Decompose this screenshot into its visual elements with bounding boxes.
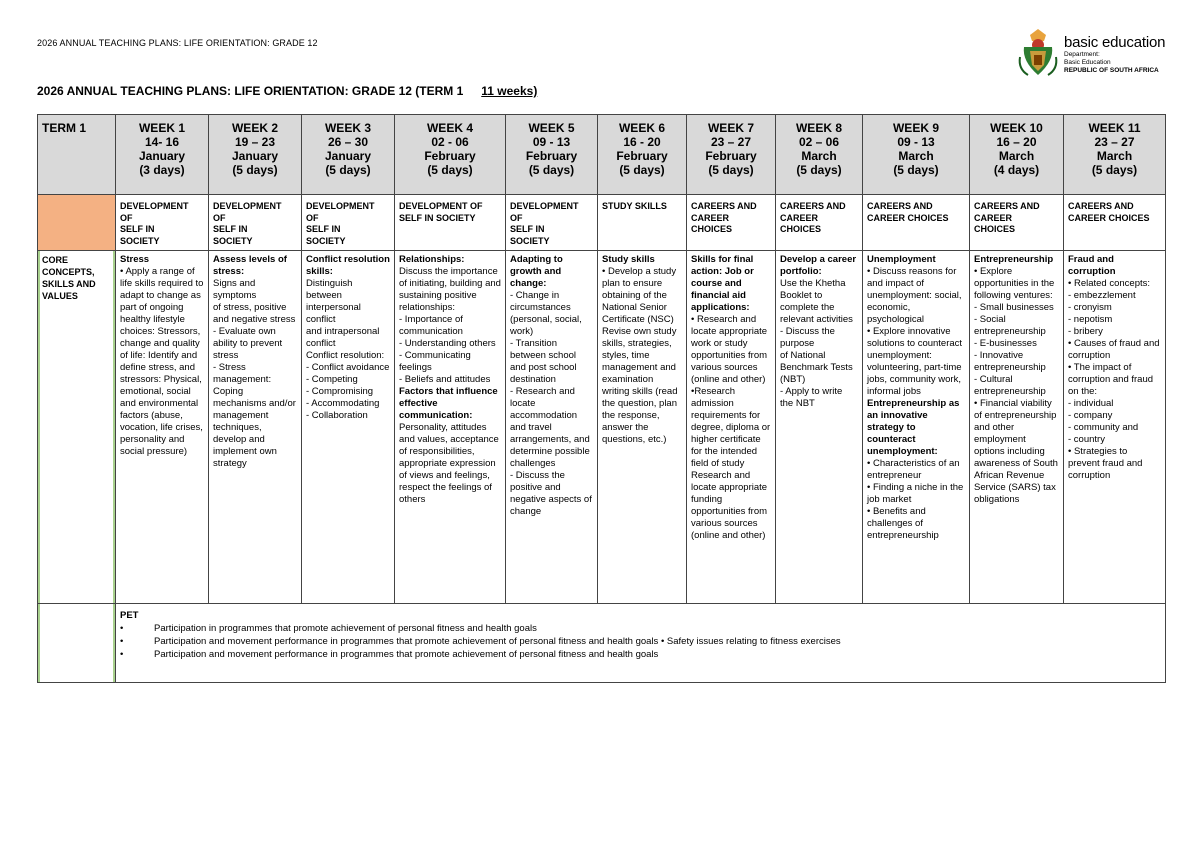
content-cell — [116, 251, 209, 604]
content-text: - Communicating feelings — [399, 350, 471, 373]
content-cell — [970, 251, 1064, 604]
pet-item-text: Participation and movement performance in programmes that promote achievement of personal fitness and health goals — [154, 649, 659, 660]
content-text: - Competing — [306, 374, 358, 385]
topic-line: CAREERS AND — [780, 201, 846, 211]
week-header — [506, 115, 598, 195]
pet-item — [120, 635, 1161, 648]
week-header — [116, 115, 209, 195]
pet-item-text: Participation and movement performance in programmes that promote achievement of personal fitness and health goals • Safety issues relating to fitness exercises — [154, 636, 841, 647]
content-text: •Research admission requirements for degree, diploma or higher certificate for the intended field of study — [691, 386, 771, 469]
content-text: Distinguish between interpersonal conflict — [306, 278, 361, 325]
topic-line: CHOICES — [974, 224, 1016, 234]
week-month: February — [705, 149, 757, 163]
content-cell — [209, 251, 302, 604]
week-week: WEEK 11 — [1088, 121, 1141, 135]
topics-row — [38, 195, 1166, 251]
week-dates: 16 - 20 — [623, 135, 661, 149]
content-cell — [776, 251, 863, 604]
topic-line: SOCIETY — [306, 235, 346, 246]
topic-line: CAREERS AND — [691, 201, 757, 211]
content-heading: Relationships: — [399, 254, 465, 265]
content-text: Use the Khetha Booklet to complete the relevant activities — [780, 278, 853, 325]
week-dates: 14- 16 — [144, 135, 180, 149]
content-heading: Assess levels of stress: — [213, 254, 287, 277]
week-month: February — [424, 149, 476, 163]
topic-line: DEVELOPMENT — [306, 201, 375, 211]
week-month: March — [898, 149, 934, 163]
week-days: (5 days) — [427, 163, 473, 177]
content-heading: Skills for final action: Job or course and financial aid applications: — [691, 254, 754, 313]
content-row — [38, 251, 1166, 604]
week-dates: 09 - 13 — [532, 135, 571, 149]
content-heading: Unemployment — [867, 254, 936, 265]
content-text: - Discuss the positive and negative aspects of change — [510, 470, 592, 517]
week-dates: 23 – 27 — [1094, 135, 1135, 149]
week-month: March — [801, 149, 837, 163]
brand-country: REPUBLIC OF SOUTH AFRICA — [1064, 67, 1159, 74]
content-heading: Conflict resolution skills: — [306, 254, 390, 277]
content-text: - Transition between school and post school destination — [510, 338, 577, 385]
content-heading: Study skills — [602, 254, 655, 265]
content-text: - company — [1068, 410, 1113, 421]
content-text: - Beliefs and attitudes — [399, 374, 491, 385]
content-text: - Accommodating — [306, 398, 380, 409]
content-text: - bribery — [1068, 326, 1103, 337]
content-cell — [598, 251, 687, 604]
topic-line: DEVELOPMENT — [213, 201, 282, 211]
content-cell — [302, 251, 395, 604]
topic-line: SELF IN — [306, 224, 341, 234]
content-text: - Apply to write the NBT — [780, 386, 843, 409]
topic-line: CHOICES — [691, 224, 733, 234]
week-week: WEEK 7 — [707, 121, 754, 135]
pet-label-cell — [38, 604, 116, 683]
week-month: March — [1096, 149, 1133, 163]
content-text: Personality, attitudes and values, acceptance of responsibilities, appropriate expression of views and feelings, respect the feelings of others — [399, 422, 499, 505]
topic-line: SELF IN — [120, 224, 155, 234]
week-week: WEEK 3 — [324, 121, 371, 135]
content-text: - Change in circumstances (personal, social, work) — [510, 290, 582, 337]
coat-of-arms-icon — [1016, 27, 1060, 79]
topic-line: DEVELOPMENT — [510, 201, 579, 211]
content-text: - embezzlement — [1068, 290, 1136, 301]
week-days: (5 days) — [528, 163, 575, 177]
pet-cell — [116, 604, 1166, 683]
week-week: WEEK 2 — [231, 121, 278, 135]
week-header — [302, 115, 395, 195]
content-text: - E-businesses — [974, 338, 1037, 349]
week-dates: 09 - 13 — [897, 135, 935, 149]
topic-line: OF — [120, 212, 133, 223]
content-text: - Conflict avoidance — [306, 362, 390, 373]
content-text: and intrapersonal conflict — [306, 326, 380, 349]
content-text: Signs and symptoms — [213, 278, 257, 301]
week-header — [776, 115, 863, 195]
content-heading: Entrepreneurship as an innovative strategy to counteract unemployment: — [867, 398, 960, 457]
content-text: Discuss the importance of initiating, building and sustaining positive relationships: — [399, 266, 501, 313]
week-dates: 16 – 20 — [996, 135, 1037, 149]
week-dates: 23 – 27 — [710, 135, 752, 149]
topic-cell — [395, 195, 506, 251]
topic-line: DEVELOPMENT — [120, 201, 189, 211]
title-main: 2026 ANNUAL TEACHING PLANS: LIFE ORIENTATION: GRADE 12 (TERM 1 — [37, 84, 464, 98]
topic-cell — [1064, 195, 1166, 251]
bullet-icon: • — [120, 623, 124, 634]
content-cell — [395, 251, 506, 604]
topic-cell — [116, 195, 209, 251]
week-week: WEEK 1 — [138, 121, 185, 135]
content-text: - Social entrepreneurship — [974, 314, 1046, 337]
week-days: (5 days) — [1091, 163, 1138, 177]
week-week: WEEK 6 — [618, 121, 665, 135]
week-days: (5 days) — [708, 163, 754, 177]
week-week: WEEK 8 — [795, 121, 842, 135]
content-text: - Research and locate accommodation and travel arrangements, and determine possible challenges — [510, 386, 590, 469]
content-text: • Apply a range of life skills required to adapt to change as part of ongoing healthy lifestyle choices: Stressors, change and quality of life: Identify and define stress, and stressors: Physical, emotional, social and environmental factors (abuse, vocation, life crises, personality and social pressure) — [120, 266, 204, 457]
topic-line: CAREERS AND — [974, 201, 1040, 211]
topic-line: SOCIETY — [213, 235, 253, 246]
topic-line: OF — [306, 212, 319, 223]
week-header — [1064, 115, 1166, 195]
content-text: - cronyism — [1068, 302, 1112, 313]
week-days: (5 days) — [325, 163, 371, 177]
topic-line: CAREERS AND — [1068, 201, 1134, 211]
content-text: Conflict resolution: — [306, 350, 385, 361]
brand-name: basic education — [1064, 34, 1166, 51]
content-text: - Stress management: Coping mechanisms and/or management techniques, develop and implement own strategy — [213, 362, 296, 469]
content-text: • Strategies to prevent fraud and corruption — [1068, 446, 1143, 481]
content-text: - Small businesses — [974, 302, 1054, 313]
topic-line: CAREER CHOICES — [1068, 212, 1150, 223]
content-text: • Research and locate appropriate work or study opportunities from various sources (online and other) — [691, 314, 768, 385]
topic-line: SOCIETY — [120, 235, 160, 246]
week-header — [970, 115, 1064, 195]
pet-item — [120, 648, 1161, 661]
week-days: (3 days) — [139, 163, 185, 177]
content-text: Research and locate appropriate funding opportunities from various sources (online and other) — [691, 470, 768, 541]
row-label: CORE CONCEPTS, SKILLS AND VALUES — [38, 251, 116, 604]
content-cell — [506, 251, 598, 604]
topic-cell — [687, 195, 776, 251]
content-text: - nepotism — [1068, 314, 1113, 325]
content-text: • Finding a niche in the job market — [867, 482, 964, 505]
week-week: WEEK 4 — [426, 121, 473, 135]
page-title — [37, 84, 537, 98]
content-text: - community and — [1068, 422, 1139, 433]
topic-cell — [302, 195, 395, 251]
topic-line: STUDY SKILLS — [602, 201, 667, 211]
content-text: - Collaboration — [306, 410, 368, 421]
week-month: January — [138, 149, 186, 163]
week-days: (5 days) — [619, 163, 665, 177]
content-text: • Explore opportunities in the following ventures: — [974, 266, 1055, 301]
pet-row — [38, 604, 1166, 683]
topic-line: SELF IN — [213, 224, 248, 234]
term-label: TERM 1 — [38, 115, 116, 195]
week-header — [863, 115, 970, 195]
content-text: • Discuss reasons for and impact of unemployment: social, economic, psychological — [867, 266, 962, 325]
content-heading: Adapting to growth and change: — [510, 254, 563, 289]
content-text: - Evaluate own ability to prevent stress — [213, 326, 283, 361]
content-text: of National Benchmark Tests (NBT) — [780, 350, 853, 385]
week-days: (4 days) — [993, 163, 1040, 177]
teaching-plan-table — [37, 114, 1166, 683]
topic-cell — [776, 195, 863, 251]
content-text: - Compromising — [306, 386, 374, 397]
content-text: • Related concepts: — [1068, 278, 1151, 289]
topic-line: CAREER — [780, 212, 819, 223]
week-dates: 26 – 30 — [327, 135, 369, 149]
week-header — [598, 115, 687, 195]
topic-label-cell — [38, 195, 116, 251]
content-text: - Importance of communication — [399, 314, 463, 337]
content-text: • Explore innovative solutions to counteract unemployment: volunteering, part-time jobs, community work, informal jobs — [867, 326, 963, 397]
topic-line: CAREER — [691, 212, 730, 223]
topic-line: CAREERS AND — [867, 201, 933, 211]
topic-cell — [598, 195, 687, 251]
content-heading: Stress — [120, 254, 150, 265]
week-dates: 19 – 23 — [234, 135, 276, 149]
week-month: March — [998, 149, 1035, 163]
week-header — [395, 115, 506, 195]
bullet-icon: • — [120, 649, 124, 660]
pet-title: PET — [120, 610, 139, 621]
topic-cell — [863, 195, 970, 251]
content-cell — [687, 251, 776, 604]
content-text: - Understanding others — [399, 338, 496, 349]
weeks-row — [38, 115, 1166, 195]
week-week: WEEK 9 — [892, 121, 939, 135]
week-header — [209, 115, 302, 195]
dbe-brand — [1064, 34, 1165, 75]
content-cell — [1064, 251, 1166, 604]
running-header: 2026 ANNUAL TEACHING PLANS: LIFE ORIENTATION: GRADE 12 — [37, 38, 318, 48]
content-text: - individual — [1068, 398, 1114, 409]
topic-cell — [209, 195, 302, 251]
week-days: (5 days) — [893, 163, 939, 177]
topic-cell — [970, 195, 1064, 251]
brand-dept: Department: — [1064, 51, 1100, 58]
content-text: - country — [1068, 434, 1105, 445]
topic-cell — [506, 195, 598, 251]
content-text: • Characteristics of an entrepreneur — [867, 458, 960, 481]
content-heading: Factors that influence effective communication: — [399, 386, 498, 421]
week-month: January — [231, 149, 279, 163]
week-header — [687, 115, 776, 195]
content-heading: Fraud and corruption — [1068, 254, 1116, 277]
topic-line: SOCIETY — [510, 235, 550, 246]
content-text: • Develop a study plan to ensure obtaining of the National Senior Certificate (NSC) Revise own study skills, strategies, styles, time management and examination writing skills (read the question, plan the response, answer the questions, etc.) — [602, 266, 678, 445]
week-month: January — [324, 149, 372, 163]
week-month: February — [525, 149, 578, 163]
content-text: • Causes of fraud and corruption — [1068, 338, 1160, 361]
brand-sub: Basic Education — [1064, 59, 1111, 66]
topic-line: SELF IN SOCIETY — [399, 212, 476, 223]
week-days: (5 days) — [796, 163, 842, 177]
bullet-icon: • — [120, 636, 124, 647]
content-text: • Financial viability of entrepreneurship and other employment options including awareness of South African Revenue Service (SARS) tax obligations — [974, 398, 1058, 505]
topic-line: OF — [213, 212, 226, 223]
week-dates: 02 – 06 — [798, 135, 840, 149]
topic-line: CHOICES — [780, 224, 822, 234]
content-text: - Innovative entrepreneurship — [974, 350, 1046, 373]
title-weeks: 11 weeks) — [481, 84, 538, 98]
week-month: February — [616, 149, 668, 163]
week-dates: 02 - 06 — [431, 135, 469, 149]
topic-line: CAREER — [974, 212, 1013, 223]
content-text: - Cultural entrepreneurship — [974, 374, 1046, 397]
content-heading: Develop a career portfolio: — [780, 254, 857, 277]
topic-line: CAREER CHOICES — [867, 212, 949, 223]
topic-line: DEVELOPMENT OF — [399, 201, 483, 211]
week-days: (5 days) — [232, 163, 278, 177]
week-week: WEEK 10 — [990, 121, 1043, 135]
content-text: - Discuss the purpose — [780, 326, 835, 349]
content-heading: Entrepreneurship — [974, 254, 1054, 265]
topic-line: SELF IN — [510, 224, 545, 234]
pet-item-text: Participation in programmes that promote achievement of personal fitness and health goals — [154, 623, 537, 634]
pet-item — [120, 622, 1161, 635]
content-text: of stress, positive and negative stress — [213, 302, 296, 325]
content-text: • The impact of corruption and fraud on the: — [1068, 362, 1154, 397]
content-text: • Benefits and challenges of entrepreneurship — [867, 506, 939, 541]
content-cell — [863, 251, 970, 604]
week-week: WEEK 5 — [528, 121, 575, 135]
topic-line: OF — [510, 212, 523, 223]
